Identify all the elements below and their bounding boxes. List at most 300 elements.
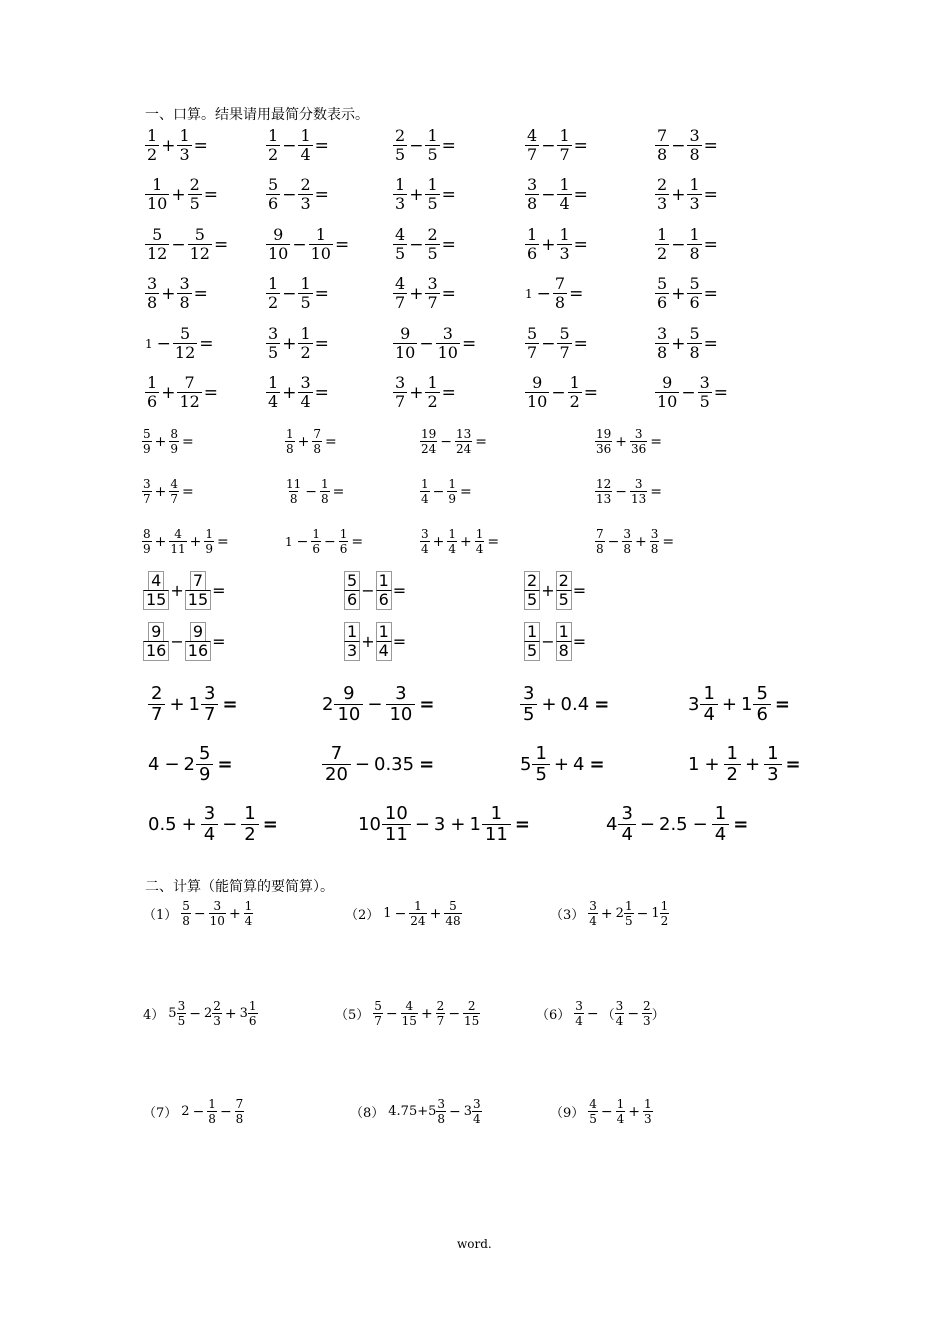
section-heading: 一、口算。结果请用最简分数表示。: [145, 107, 369, 123]
operator: −: [586, 1005, 599, 1022]
expression: [145, 276, 210, 311]
numerator: 1: [427, 373, 438, 392]
numerator: 1: [395, 175, 406, 194]
calculation-problem: [550, 900, 669, 927]
operator: +: [282, 382, 297, 403]
expression: [145, 227, 230, 262]
fraction: [420, 478, 430, 505]
numerator: 1: [147, 373, 158, 392]
fraction: [444, 900, 461, 927]
exercise-item: [142, 428, 197, 455]
operator: −: [600, 1103, 613, 1120]
numerator: 3: [395, 683, 407, 704]
operator: −: [282, 184, 297, 205]
operator: −: [448, 1005, 461, 1022]
expression: [688, 685, 794, 724]
numerator: 4: [395, 225, 406, 244]
equals-sign: =: [475, 433, 488, 450]
numerator: 3: [634, 427, 643, 441]
denominator: 5: [300, 293, 311, 312]
operator: +: [282, 333, 297, 354]
numerator: 1: [300, 126, 311, 145]
whole-number: 3: [688, 694, 700, 715]
calculation-problem: [550, 1098, 653, 1125]
numerator: 1: [535, 743, 547, 764]
fraction: [687, 177, 701, 212]
operator: −: [156, 333, 171, 354]
denominator: 3: [644, 1112, 652, 1126]
numerator: 1: [376, 622, 392, 641]
fraction: [595, 478, 612, 505]
numerator: 3: [523, 683, 535, 704]
equals-sign: =: [314, 333, 329, 354]
expression: [145, 326, 216, 361]
expression: [266, 177, 331, 212]
numerator: 1: [414, 899, 422, 913]
exercise-item: [143, 622, 227, 661]
fraction: [595, 528, 605, 555]
operator: −: [292, 234, 307, 255]
operator: −: [536, 283, 551, 304]
exercise-item: [688, 745, 805, 784]
denominator: 4: [201, 824, 218, 844]
fraction: [248, 1000, 258, 1027]
operator: +: [154, 483, 167, 500]
fraction: [436, 1098, 446, 1125]
numerator: 2: [395, 126, 406, 145]
denominator: 5: [427, 145, 438, 164]
whole-number: ）: [651, 1008, 665, 1023]
equals-sign: =: [733, 814, 749, 835]
exercise-item: [655, 227, 720, 262]
numerator: 1: [147, 126, 158, 145]
fraction: [475, 528, 485, 555]
numerator: 9: [273, 225, 284, 244]
denominator: 10: [527, 392, 548, 411]
problem-number: （3）: [550, 908, 585, 923]
expression: [143, 1098, 244, 1125]
denominator: 9: [196, 764, 213, 784]
fraction: [687, 128, 701, 163]
operator: −: [639, 814, 655, 835]
calculation-problem: [345, 900, 462, 927]
operator: +: [541, 234, 556, 255]
expression: [322, 745, 438, 784]
exercise-item: [145, 375, 220, 410]
exercise-item: [145, 227, 230, 262]
operator: −: [449, 1103, 461, 1120]
equals-sign: =: [441, 184, 456, 205]
expression: [335, 1000, 480, 1027]
operator: −: [541, 333, 556, 354]
fraction: [376, 571, 392, 610]
denominator: 6: [268, 194, 279, 213]
denominator: 4: [616, 1112, 625, 1126]
fraction: [525, 177, 539, 212]
numerator: 3: [589, 899, 597, 913]
denominator: 8: [623, 542, 632, 556]
numerator: 5: [344, 571, 360, 590]
denominator: 4: [712, 824, 729, 844]
operator: +: [615, 433, 628, 450]
numerator: 3: [395, 373, 406, 392]
expression: [595, 428, 665, 455]
operator: +: [541, 694, 557, 715]
equals-sign: =: [213, 234, 229, 255]
expression: [266, 326, 331, 361]
fraction: [266, 177, 280, 212]
exercise-item: [285, 428, 340, 455]
equals-sign: =: [650, 433, 663, 450]
fraction: [185, 622, 211, 661]
exercise-item: [606, 805, 752, 844]
expression: [655, 177, 720, 212]
operator: +: [170, 581, 184, 600]
denominator: 5: [532, 764, 549, 784]
whole-number: 4: [606, 814, 618, 835]
operator: −: [671, 234, 686, 255]
expression: [142, 528, 232, 555]
fraction: [568, 375, 582, 410]
equals-sign: =: [569, 283, 584, 304]
numerator: 5: [527, 324, 538, 343]
operator: +: [361, 632, 375, 651]
numerator: 1: [616, 1097, 625, 1111]
operator: −: [440, 433, 453, 450]
fraction: [524, 571, 540, 610]
exercise-item: [266, 375, 331, 410]
equals-sign: =: [212, 632, 226, 651]
operator: −: [414, 814, 430, 835]
expression: [145, 177, 220, 212]
numerator: 2: [643, 999, 651, 1013]
equals-sign: =: [441, 135, 456, 156]
fraction: [196, 745, 213, 784]
expression: [285, 528, 366, 555]
expression: [285, 428, 340, 455]
numerator: 9: [343, 683, 355, 704]
numerator: 19: [596, 427, 612, 441]
denominator: 4: [618, 824, 635, 844]
expression: [520, 745, 609, 784]
denominator: 9: [170, 442, 179, 456]
denominator: 48: [445, 914, 461, 928]
operator: +: [297, 433, 310, 450]
whole-number: 2: [322, 694, 334, 715]
denominator: 6: [657, 293, 668, 312]
fraction: [655, 375, 679, 410]
exercise-item: [595, 428, 665, 455]
fraction: [463, 1000, 480, 1027]
problem-number: （7）: [143, 1106, 178, 1121]
operator: −: [419, 333, 434, 354]
numerator: 7: [313, 427, 322, 441]
fraction: [557, 227, 571, 262]
exercise-item: [266, 227, 351, 262]
denominator: 3: [764, 764, 781, 784]
operator: −: [394, 905, 407, 922]
operator: +: [745, 754, 761, 775]
fraction: [344, 571, 360, 610]
fraction: [339, 528, 349, 555]
numerator: 8: [170, 427, 179, 441]
expression: [655, 128, 720, 163]
denominator: 6: [753, 704, 770, 724]
whole-number: 2: [181, 1104, 190, 1119]
operator: −: [305, 483, 318, 500]
denominator: 5: [268, 343, 279, 362]
numerator: 8: [143, 527, 151, 541]
operator: −: [551, 382, 566, 403]
denominator: 4: [575, 1014, 583, 1028]
equals-sign: =: [351, 533, 364, 550]
denominator: 15: [464, 1014, 480, 1028]
numerator: 1: [421, 477, 429, 491]
numerator: 7: [184, 373, 195, 392]
exercise-item: [688, 685, 794, 724]
operator: −: [671, 135, 686, 156]
numerator: 1: [703, 683, 715, 704]
whole-number: 2: [615, 906, 624, 921]
whole-number: 1: [741, 694, 753, 715]
denominator: 4: [448, 542, 457, 556]
exercise-item: [145, 177, 220, 212]
whole-number: 1: [145, 336, 153, 351]
section-heading: 二、计算（能简算的要简算）。: [145, 879, 334, 895]
operator: −: [367, 694, 383, 715]
fraction: [615, 1000, 625, 1027]
equals-sign: =: [332, 483, 345, 500]
operator: −: [432, 483, 445, 500]
numerator: 4: [395, 274, 406, 293]
numerator: 3: [689, 126, 700, 145]
equals-sign: =: [573, 184, 588, 205]
fraction: [574, 1000, 584, 1027]
fraction: [142, 478, 152, 505]
fraction: [482, 805, 511, 844]
expression: [148, 805, 282, 844]
equals-sign: =: [222, 694, 238, 715]
denominator: 15: [185, 590, 211, 610]
expression: [606, 805, 752, 844]
denominator: 16: [185, 641, 211, 661]
equals-sign: =: [514, 814, 530, 835]
numerator: 5: [756, 683, 768, 704]
operator: +: [409, 283, 424, 304]
denominator: 4: [475, 542, 484, 556]
numerator: 1: [644, 1097, 652, 1111]
numerator: 3: [527, 175, 538, 194]
numerator: 3: [147, 274, 158, 293]
numerator: 3: [213, 899, 222, 913]
operator: +: [429, 905, 442, 922]
denominator: 3: [643, 1014, 651, 1028]
denominator: 2: [268, 293, 279, 312]
numerator: 4: [174, 527, 182, 541]
numerator: 5: [199, 743, 211, 764]
equals-sign: =: [573, 333, 588, 354]
numerator: 3: [634, 477, 643, 491]
numerator: 5: [374, 999, 382, 1013]
denominator: 3: [395, 194, 406, 213]
fraction: [700, 685, 717, 724]
denominator: 24: [410, 914, 426, 928]
equals-sign: =: [217, 533, 229, 550]
fraction: [616, 1098, 626, 1125]
operator: −: [282, 135, 297, 156]
fraction: [298, 326, 312, 361]
exercise-item: [393, 177, 458, 212]
denominator: 7: [395, 293, 406, 312]
fraction: [630, 428, 647, 455]
numerator: 1: [767, 743, 779, 764]
denominator: 16: [143, 641, 169, 661]
denominator: 2: [724, 764, 741, 784]
numerator: 5: [143, 427, 151, 441]
denominator: 3: [657, 194, 668, 213]
operator: +: [189, 533, 202, 550]
fraction: [169, 528, 186, 555]
exercise-item: [148, 805, 282, 844]
numerator: 3: [657, 324, 668, 343]
numerator: 1: [427, 175, 438, 194]
operator: +: [704, 754, 720, 775]
expression: [145, 128, 210, 163]
fraction: [520, 685, 537, 724]
equals-sign: =: [662, 533, 675, 550]
denominator: 6: [689, 293, 700, 312]
exercise-item: [525, 276, 585, 311]
fraction: [393, 326, 417, 361]
expression: [145, 375, 220, 410]
equals-sign: =: [325, 433, 337, 450]
equals-sign: =: [460, 483, 472, 500]
expression: [525, 375, 600, 410]
fraction: [298, 375, 312, 410]
numerator: 2: [213, 999, 221, 1013]
fraction: [655, 276, 669, 311]
expression: [688, 745, 805, 784]
fraction: [436, 326, 460, 361]
operator: +: [228, 905, 241, 922]
whole-number: 1: [688, 754, 700, 775]
fraction: [177, 276, 191, 311]
expression: [358, 805, 534, 844]
expression: [420, 428, 490, 455]
denominator: 15: [143, 590, 169, 610]
numerator: 1: [490, 803, 503, 824]
denominator: 10: [334, 704, 363, 724]
denominator: 6: [147, 392, 158, 411]
numerator: 7: [554, 274, 566, 293]
operator: −: [354, 754, 370, 775]
operator: +: [721, 694, 737, 715]
operator: −: [615, 483, 628, 500]
fraction: [420, 528, 430, 555]
denominator: 24: [456, 442, 472, 456]
operator: −: [692, 814, 708, 835]
numerator: 2: [189, 175, 200, 194]
denominator: 12: [174, 343, 196, 362]
denominator: 6: [339, 542, 348, 556]
operator: +: [171, 184, 186, 205]
exercise-item: [655, 326, 720, 361]
numerator: 3: [300, 373, 311, 392]
whole-number: 1: [469, 814, 481, 835]
whole-number: 2: [203, 1006, 213, 1021]
denominator: 7: [170, 492, 179, 506]
expression: [142, 478, 197, 505]
fraction: [420, 428, 437, 455]
exercise-item: [145, 326, 216, 361]
numerator: 2: [524, 571, 540, 590]
denominator: 3: [179, 145, 190, 164]
exercise-item: [595, 478, 665, 505]
denominator: 5: [427, 244, 438, 263]
denominator: 8: [657, 343, 668, 362]
denominator: 9: [205, 542, 214, 556]
fraction: [207, 1098, 217, 1125]
fraction: [188, 177, 202, 212]
operator: −: [164, 754, 180, 775]
equals-sign: =: [703, 333, 718, 354]
denominator: 3: [300, 194, 311, 213]
numerator: 12: [596, 477, 612, 491]
numerator: 1: [448, 527, 457, 541]
calculation-problem: [143, 1098, 244, 1125]
denominator: 4: [268, 392, 279, 411]
fraction: [173, 326, 197, 361]
numerator: 7: [596, 527, 604, 541]
equals-sign: =: [650, 483, 663, 500]
expression: [143, 622, 227, 661]
expression: [266, 375, 331, 410]
denominator: 4: [589, 914, 597, 928]
whole-number: 10: [358, 814, 381, 835]
expression: [344, 571, 407, 610]
numerator: 9: [662, 373, 673, 392]
fraction: [557, 326, 571, 361]
fraction: [532, 745, 549, 784]
denominator: 11: [170, 542, 186, 556]
expression: [148, 685, 242, 724]
numerator: 1: [244, 899, 253, 913]
fraction: [642, 1000, 652, 1027]
denominator: 8: [650, 542, 659, 556]
equals-sign: =: [314, 382, 329, 403]
denominator: 10: [395, 343, 416, 362]
operator: +: [671, 283, 686, 304]
fraction: [266, 276, 280, 311]
exercise-item: [322, 745, 438, 784]
denominator: 8: [657, 145, 668, 164]
exercise-item: [525, 227, 590, 262]
fraction: [525, 326, 539, 361]
equals-sign: =: [419, 694, 435, 715]
numerator: 4: [148, 571, 164, 590]
fraction: [655, 177, 669, 212]
numerator: 3: [268, 324, 279, 343]
denominator: 5: [395, 244, 406, 263]
problem-number: （5）: [335, 1008, 370, 1023]
numerator: 1: [300, 324, 311, 343]
fraction: [687, 326, 701, 361]
numerator: 1: [527, 225, 538, 244]
denominator: 12: [147, 244, 168, 263]
operator: +: [671, 184, 686, 205]
operator: +: [420, 1005, 433, 1022]
problem-number: （8）: [350, 1106, 385, 1121]
